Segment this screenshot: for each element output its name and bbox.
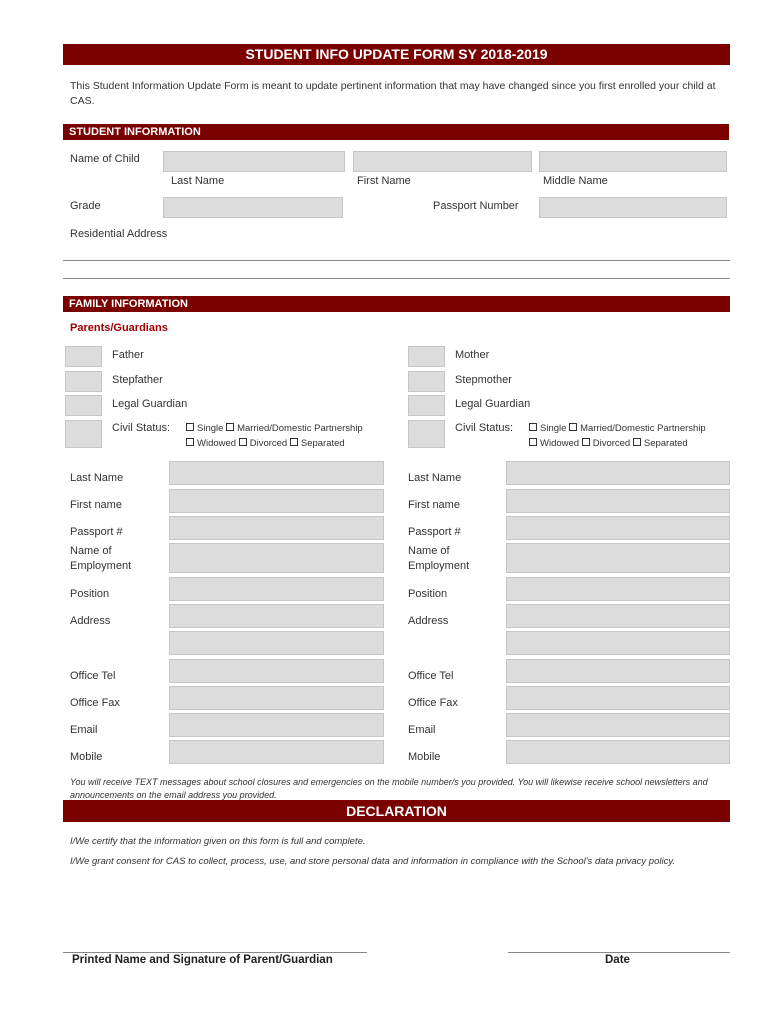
left-office-tel-label: Office Tel (70, 670, 116, 682)
middle-name-caption: Middle Name (543, 175, 608, 187)
left-address-field-2[interactable] (169, 631, 384, 655)
right-passport-field[interactable] (506, 516, 730, 540)
right-employment-field[interactable] (506, 543, 730, 573)
left-email-label: Email (70, 724, 98, 736)
passport-number-label: Passport Number (433, 200, 519, 212)
last-name-caption: Last Name (171, 175, 225, 187)
name-of-child-label: Name of Child (70, 153, 140, 165)
family-section-header: FAMILY INFORMATION (63, 296, 730, 312)
right-legal-guardian-checkbox[interactable] (408, 395, 445, 416)
left-position-field[interactable] (169, 577, 384, 601)
left-email-field[interactable] (169, 713, 384, 737)
checkbox-icon[interactable] (529, 438, 537, 446)
checkbox-icon[interactable] (290, 438, 298, 446)
right-last-name-label: Last Name (408, 472, 462, 484)
stepfather-checkbox[interactable] (65, 371, 102, 392)
left-address-field-1[interactable] (169, 604, 384, 628)
left-civil-status-label: Civil Status: (112, 422, 171, 434)
grade-label: Grade (70, 200, 101, 212)
grade-field[interactable] (163, 197, 343, 218)
left-first-name-field[interactable] (169, 489, 384, 513)
declaration-header: DECLARATION (63, 800, 730, 822)
right-passport-label: Passport # (408, 526, 461, 538)
left-address-label: Address (70, 615, 111, 627)
left-passport-label: Passport # (70, 526, 123, 538)
form-title: STUDENT INFO UPDATE FORM SY 2018-2019 (63, 44, 730, 65)
right-email-label: Email (408, 724, 436, 736)
left-office-fax-field[interactable] (169, 686, 384, 710)
left-office-fax-label: Office Fax (70, 697, 120, 709)
left-legal-guardian-label: Legal Guardian (112, 398, 188, 410)
right-office-fax-field[interactable] (506, 686, 730, 710)
child-last-name-field[interactable] (163, 151, 345, 172)
right-employment-label: Name of Employment (408, 545, 470, 572)
child-first-name-field[interactable] (353, 151, 532, 172)
first-name-caption: First Name (357, 175, 411, 187)
left-office-tel-field[interactable] (169, 659, 384, 683)
checkbox-icon[interactable] (186, 423, 194, 431)
left-civil-status-box[interactable] (65, 420, 102, 448)
address-line-1[interactable] (63, 260, 730, 261)
mother-label: Mother (455, 349, 490, 361)
right-office-fax-label: Office Fax (408, 697, 458, 709)
checkbox-icon[interactable] (186, 438, 194, 446)
checkbox-icon[interactable] (226, 423, 234, 431)
left-civil-options: Single Married/Domestic Partnership Widowed Divorced Separated (186, 421, 363, 451)
left-first-name-label: First name (70, 499, 122, 511)
right-mobile-label: Mobile (408, 751, 441, 763)
right-civil-status-box[interactable] (408, 420, 445, 448)
parents-guardians-subtitle: Parents/Guardians (70, 322, 168, 334)
right-civil-status-label: Civil Status: (455, 422, 514, 434)
right-civil-options: Single Married/Domestic Partnership Widowed Divorced Separated (529, 421, 706, 451)
left-employment-label: Name of Employment (70, 545, 132, 572)
residential-address-label: Residential Address (70, 228, 168, 240)
father-label: Father (112, 349, 144, 361)
left-position-label: Position (70, 588, 110, 600)
right-first-name-field[interactable] (506, 489, 730, 513)
stepmother-checkbox[interactable] (408, 371, 445, 392)
right-first-name-label: First name (408, 499, 460, 511)
stepmother-label: Stepmother (455, 374, 512, 386)
student-section-header: STUDENT INFORMATION (63, 124, 729, 140)
right-position-label: Position (408, 588, 448, 600)
right-office-tel-label: Office Tel (408, 670, 454, 682)
left-mobile-field[interactable] (169, 740, 384, 764)
signature-line[interactable] (63, 952, 367, 953)
notice-text: You will receive TEXT messages about school closures and emergencies on the mobile number/s you provided. You will likewise receive school newsletters and announcements on the email address you provided. (70, 777, 708, 800)
right-office-tel-field[interactable] (506, 659, 730, 683)
checkbox-icon[interactable] (633, 438, 641, 446)
left-employment-field[interactable] (169, 543, 384, 573)
right-last-name-field[interactable] (506, 461, 730, 485)
declaration-line-2: I/We grant consent for CAS to collect, process, use, and store personal data and information in compliance with the School's data privacy policy. (70, 856, 676, 867)
right-legal-guardian-label: Legal Guardian (455, 398, 531, 410)
right-mobile-field[interactable] (506, 740, 730, 764)
date-label: Date (605, 954, 630, 966)
intro-text: This Student Information Update Form is meant to update pertinent information that may have changed since you first enrolled your child at CAS. (70, 80, 716, 107)
passport-number-field[interactable] (539, 197, 727, 218)
right-email-field[interactable] (506, 713, 730, 737)
stepfather-label: Stepfather (112, 374, 163, 386)
left-mobile-label: Mobile (70, 751, 103, 763)
mother-checkbox[interactable] (408, 346, 445, 367)
left-last-name-label: Last Name (70, 472, 124, 484)
signature-label: Printed Name and Signature of Parent/Guardian (72, 954, 333, 966)
right-address-field-2[interactable] (506, 631, 730, 655)
checkbox-icon[interactable] (582, 438, 590, 446)
left-legal-guardian-checkbox[interactable] (65, 395, 102, 416)
child-middle-name-field[interactable] (539, 151, 727, 172)
date-line[interactable] (508, 952, 730, 953)
checkbox-icon[interactable] (239, 438, 247, 446)
right-position-field[interactable] (506, 577, 730, 601)
right-address-field-1[interactable] (506, 604, 730, 628)
checkbox-icon[interactable] (529, 423, 537, 431)
left-passport-field[interactable] (169, 516, 384, 540)
declaration-line-1: I/We certify that the information given on this form is full and complete. (70, 836, 366, 847)
checkbox-icon[interactable] (569, 423, 577, 431)
address-line-2[interactable] (63, 278, 730, 279)
left-last-name-field[interactable] (169, 461, 384, 485)
right-address-label: Address (408, 615, 449, 627)
father-checkbox[interactable] (65, 346, 102, 367)
